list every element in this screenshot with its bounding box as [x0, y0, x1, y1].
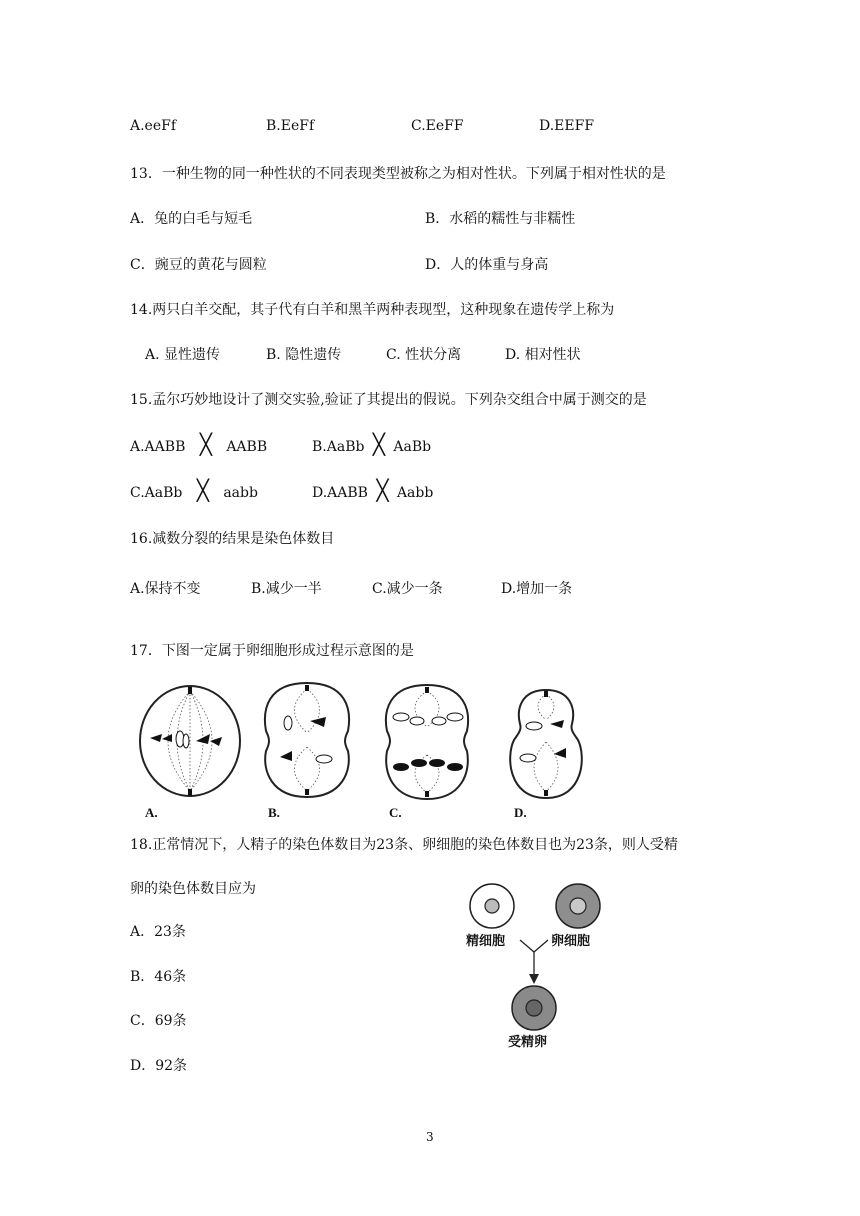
q18-stem-line-1: 18.正常情况下，人精子的染色体数目为23条、卵细胞的染色体数目也为23条，则人受精: [130, 837, 678, 853]
q15-option-d: [312, 480, 433, 501]
q18-option-d: D．92条: [130, 1058, 188, 1074]
q12-option-c: C.EeFF: [411, 118, 464, 134]
q15-option-c: [130, 480, 258, 501]
q14-option-c: C. 性状分离: [386, 347, 462, 363]
q15-option-a-left: A.AABB: [130, 439, 186, 455]
q13-option-c: C．豌豆的黄花与圆粒: [130, 257, 267, 273]
q18-option-c: C．69条: [130, 1013, 187, 1029]
q15-option-d-left: D.AABB: [312, 485, 368, 501]
cell-figure-a-label: A.: [145, 805, 158, 820]
sperm-label: 精细胞: [466, 934, 506, 949]
q13-option-a: A．兔的白毛与短毛: [130, 211, 253, 227]
cell-figure-d: [506, 686, 586, 803]
q16-option-a: A.保持不变: [130, 581, 201, 597]
q15-stem: 15.孟尔巧妙地设计了测交实验,验证了其提出的假说。下列杂交组合中属于测交的是: [130, 392, 647, 408]
cross-icon: ╳: [199, 432, 212, 456]
zygote-label: 受精卵: [508, 1035, 548, 1050]
egg-label: 卵细胞: [551, 934, 591, 949]
q14-option-d: D. 相对性状: [505, 347, 581, 363]
cell-figure-c: [381, 681, 473, 803]
cell-figure-a: [136, 683, 244, 801]
q16-option-d: D.增加一条: [501, 581, 573, 597]
q15-option-b-right: AaBb: [393, 439, 432, 455]
q17-stem: 17．下图一定属于卵细胞形成过程示意图的是: [130, 643, 414, 659]
q13-option-d: D．人的体重与身高: [425, 257, 549, 273]
cell-figure-c-label: C.: [389, 805, 402, 820]
q15-option-a: [130, 434, 267, 455]
q14-option-a: A. 显性遗传: [145, 347, 221, 363]
cross-icon: ╳: [196, 478, 209, 502]
cell-figure-b: [258, 679, 356, 803]
cross-icon: ╳: [376, 478, 389, 502]
q15-option-d-right: Aabb: [396, 485, 434, 501]
q14-option-b: B. 隐性遗传: [266, 347, 342, 363]
q18-option-b: B．46条: [130, 969, 187, 985]
q15-option-b: [312, 434, 431, 455]
q14-stem: 14.两只白羊交配，其子代有白羊和黑羊两种表现型，这种现象在遗传学上称为: [130, 302, 615, 318]
cell-figure-b-label: B.: [268, 805, 280, 820]
page-number: 3: [426, 1130, 434, 1144]
q13-stem: 13．一种生物的同一种性状的不同表现类型被称之为相对性状。下列属于相对性状的是: [130, 166, 666, 182]
q15-option-c-left: C.AaBb: [130, 485, 183, 501]
q15-option-a-right: AABB: [226, 439, 268, 455]
q15-option-c-right: aabb: [223, 485, 258, 501]
cell-figure-d-label: D.: [514, 805, 527, 820]
arrow-down-icon: [529, 974, 539, 984]
q15-option-b-left: B.AaBb: [312, 439, 365, 455]
q16-option-c: C.减少一条: [372, 581, 443, 597]
q12-option-d: D.EEFF: [539, 118, 595, 134]
q18-stem-line-2: 卵的染色体数目应为: [130, 881, 256, 897]
q18-option-a: A．23条: [130, 924, 186, 940]
q12-option-b: B.EeFf: [266, 118, 315, 134]
cross-icon: ╳: [372, 432, 385, 456]
q16-stem: 16.减数分裂的结果是染色体数目: [130, 531, 335, 547]
q13-option-b: B．水稻的糯性与非糯性: [425, 211, 576, 227]
q12-option-a: A.eeFf: [130, 118, 177, 134]
q16-option-b: B.减少一半: [251, 581, 322, 597]
fertilization-diagram: [460, 880, 610, 1050]
